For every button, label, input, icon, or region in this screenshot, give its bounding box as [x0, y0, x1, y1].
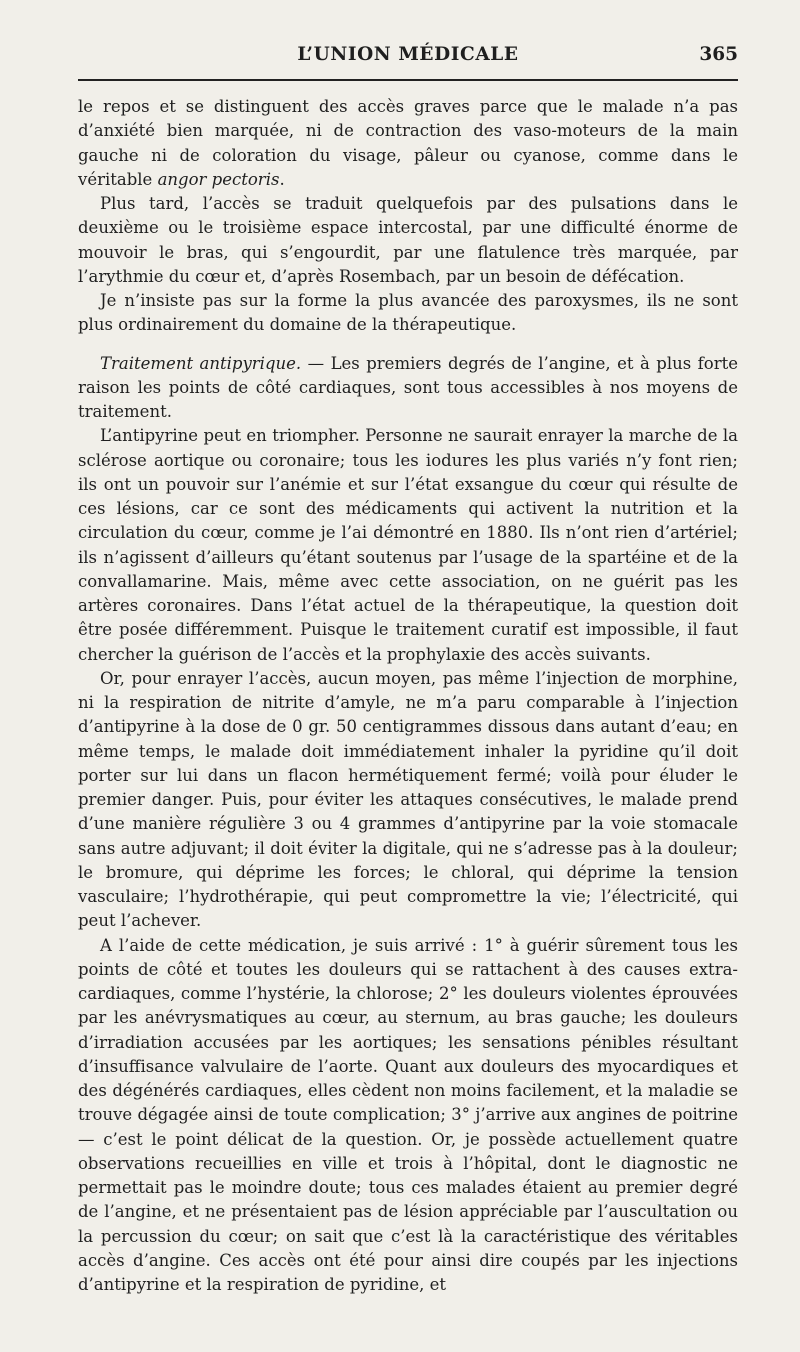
paragraph-6: Or, pour enrayer l’accès, aucun moyen, pas même l’injection de morphine, ni la respiration de nitrite d’amyle, ne m’a paru comparable à l’injection d’antipyrine à la dose de 0 gr. 50 centigrammes dissous dans autant d’eau; en même temps, le malade doit immédiatement inhaler la pyridine qu’il doit porter sur lui dans un flacon hermétiquement fermé; voilà pour éluder le premier danger. Puis, pour éviter les attaques consécutives, le malade prend d’une manière régulière 3 ou 4 grammes d’antipyrine par la voie stomacale sans autre adjuvant; il doit éviter la digitale, qui ne s’adresse pas à la douleur; le bromure, qui déprime les forces; le chloral, qui déprime la tension vasculaire; l’hydrothérapie, qui peut compromettre la vie; l’électricité, qui peut l’achever.: [78, 668, 738, 931]
section-heading: Traitement antipyrique.: [100, 353, 302, 373]
page-number: 365: [699, 44, 738, 65]
body-text: [78, 95, 738, 1297]
paragraph-2: Plus tard, l’accès se traduit quelquefois par des pulsations dans le deuxième ou le troisième espace intercostal, par une difficulté énorme de mouvoir le bras, qui s’engourdit, par une flatulence très marquée, par l’arythmie du cœur et, d’après Rosembach, par un besoin de défécation.: [78, 194, 738, 286]
paragraph-7: A l’aide de cette médication, je suis arrivé : 1° à guérir sûrement tous les points de côté et toutes les douleurs qui se rattachent à des causes extra-cardiaques, comme l’hystérie, la chlorose; 2° les douleurs violentes éprouvées par les anévrysmatiques au cœur, au sternum, au bras gauche; les douleurs d’irradiation accusées par les aortiques; les sensations pénibles résultant d’insuffisance valvulaire de l’aorte. Quant aux douleurs des myocardiques et des dégénérés cardiaques, elles cèdent non moins facilement, et la maladie se trouve dégagée ainsi de toute complication; 3° j’arrive aux angines de poitrine — c’est le point délicat de la question. Or, je possède actuellement quatre observations recueillies en ville et trois à l’hôpital, dont le diagnostic ne permettait pas le moindre doute; tous ces malades étaient au premier degré de l’angine, et ne présentaient pas de lésion appréciable par l’auscultation ou la percussion du cœur; on sait que c’est là la caractéristique des véritables accès d’angine. Ces accès ont été pour ainsi dire coupés par les injections d’antipyrine et la respiration de pyridine, et: [78, 935, 738, 1294]
paragraph-1: le repos et se distinguent des accès graves parce que le malade n’a pas d’anxiété bien marquée, ni de contraction des vaso-moteurs de la main gauche ni de coloration du visage, pâleur ou cyanose, comme dans le véritable angor pectoris.: [78, 97, 738, 189]
paragraph-3: Je n’insiste pas sur la forme la plus avancée des paroxysmes, ils ne sont plus ordinairement du domaine de la thérapeutique.: [78, 291, 738, 335]
page-header: [78, 44, 738, 72]
header-rule: [78, 79, 738, 81]
section-paragraph-traitement: Traitement antipyrique. — Les premiers degrés de l’angine, et à plus forte raison les points de côté cardiaques, sont tous accessibles à nos moyens de traitement.: [78, 353, 738, 421]
paragraph-5: L’antipyrine peut en triompher. Personne ne saurait enrayer la marche de la sclérose aortique ou coronaire; tous les iodures les plus variés n’y font rien; ils ont un pouvoir sur l’anémie et sur l’état exsangue du cœur qui résulte de ces lésions, car ce sont des médicaments qui activent la nutrition et la circulation du cœur, comme je l’ai démontré en 1880. Ils n’ont rien d’artériel; ils n’agissent d’ailleurs qu’étant soutenus par l’usage de la spartéine et de la convallamarine. Mais, même avec cette association, on ne guérit pas les artères coronaires. Dans l’état actuel de la thérapeutique, la question doit être posée différemment. Puisque le traitement curatif est impossible, il faut chercher la guérison de l’accès et la prophylaxie des accès suivants.: [78, 426, 738, 664]
italic-term: angor pectoris: [157, 169, 280, 189]
running-title: L’UNION MÉDICALE: [297, 44, 519, 65]
